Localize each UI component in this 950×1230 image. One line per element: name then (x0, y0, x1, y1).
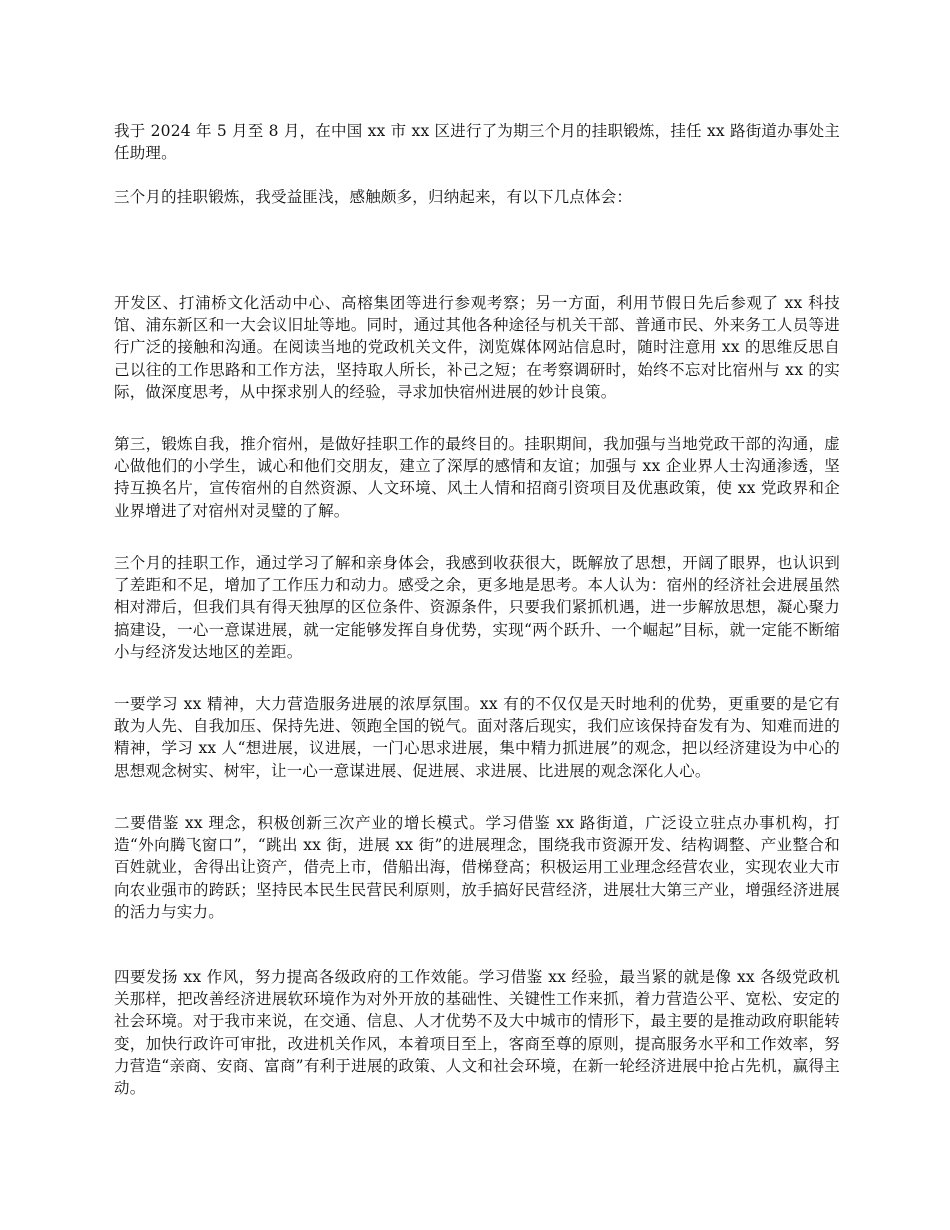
paragraph-intro: 我于 2024 年 5 月至 8 月，在中国 xx 市 xx 区进行了为期三个月的挂职锻炼，挂任 xx 路街道办事处主任助理。 (114, 122, 840, 163)
paragraph-summary: 三个月的挂职锻炼，我受益匪浅，感触颇多，归纳起来，有以下几点体会： (114, 188, 633, 206)
paragraph-second-point: 二要借鉴 xx 理念，积极创新三次产业的增长模式。学习借鉴 xx 路街道，广泛设立驻点办事机构，打造“外向腾飞窗口”，“跳出 xx 街，进展 xx 街”的进展理念，围绕我市资源开发、结构调整、产业整合和百姓就业，舍得出让资产，借壳上市，借船出海，借梯登高；积极运用工业理念经营农业，实现农业大市向农业强市的跨跃；坚持民本民生民营民利原则，放手搞好民营经济，进展壮大第三产业，增强经济进展的活力与实力。 (114, 814, 840, 921)
paragraph-fourth-point: 四要发扬 xx 作风，努力提高各级政府的工作效能。学习借鉴 xx 经验，最当紧的就是像 xx 各级党政机关那样，把改善经济进展软环境作为对外开放的基础性、关键性工作来抓，着力营造公平、宽松、安定的社会环境。对于我市来说，在交通、信息、人才优势不及大中城市的情形下，最主要的是推动政府职能转变，加快行政许可审批，改进机关作风，本着项目至上，客商至尊的原则，提高服务水平和工作效率，努力营造“亲商、安商、富商”有利于进展的政策、人文和社会环境，在新一轮经济进展中抢占先机，赢得主动。 (114, 968, 840, 1098)
paragraph-investigation: 开发区、打浦桥文化活动中心、高榕集团等进行参观考察；另一方面，利用节假日先后参观了 xx 科技馆、浦东新区和一大会议旧址等地。同时，通过其他各种途径与机关干部、普通市民、外来务工人员等进行广泛的接触和沟通。在阅读当地的党政机关文件，浏览媒体网站信息时，随时注意用 xx 的思维反思自己以往的工作思路和工作方法，坚持取人所长，补己之短；在考察调研时，始终不忘对比宿州与 xx 的实际，做深度思考，从中探求别人的经验，寻求加快宿州进展的妙计良策。 (114, 294, 840, 401)
paragraph-third-point: 第三，锻炼自我，推介宿州，是做好挂职工作的最终目的。挂职期间，我加强与当地党政干部的沟通，虚心做他们的小学生，诚心和他们交朋友，建立了深厚的感情和友谊；加强与 xx 企业界人士沟通渗透，坚持互换名片，宣传宿州的自然资源、人文环境、风土人情和招商引资项目及优惠政策，使 xx 党政界和企业界增进了对宿州对灵璧的了解。 (114, 435, 840, 520)
paragraph-reflection: 三个月的挂职工作，通过学习了解和亲身体会，我感到收获很大，既解放了思想，开阔了眼界，也认识到了差距和不足，增加了工作压力和动力。感受之余，更多地是思考。本人认为：宿州的经济社会进展虽然相对滞后，但我们具有得天独厚的区位条件、资源条件，只要我们紧抓机遇，进一步解放思想，凝心聚力搞建设，一心一意谋进展，就一定能够发挥自身优势，实现“两个跃升、一个崛起”目标，就一定能不断缩小与经济发达地区的差距。 (114, 554, 840, 661)
paragraph-first-point: 一要学习 xx 精神，大力营造服务进展的浓厚氛围。xx 有的不仅仅是天时地利的优势，更重要的是它有敢为人先、自我加压、保持先进、领跑全国的锐气。面对落后现实，我们应该保持奋发有为、知难而进的精神，学习 xx 人“想进展，议进展，一门心思求进展，集中精力抓进展”的观念，把以经济建设为中心的思想观念树实、树牢，让一心一意谋进展、促进展、求进展、比进展的观念深化人心。 (114, 695, 840, 780)
